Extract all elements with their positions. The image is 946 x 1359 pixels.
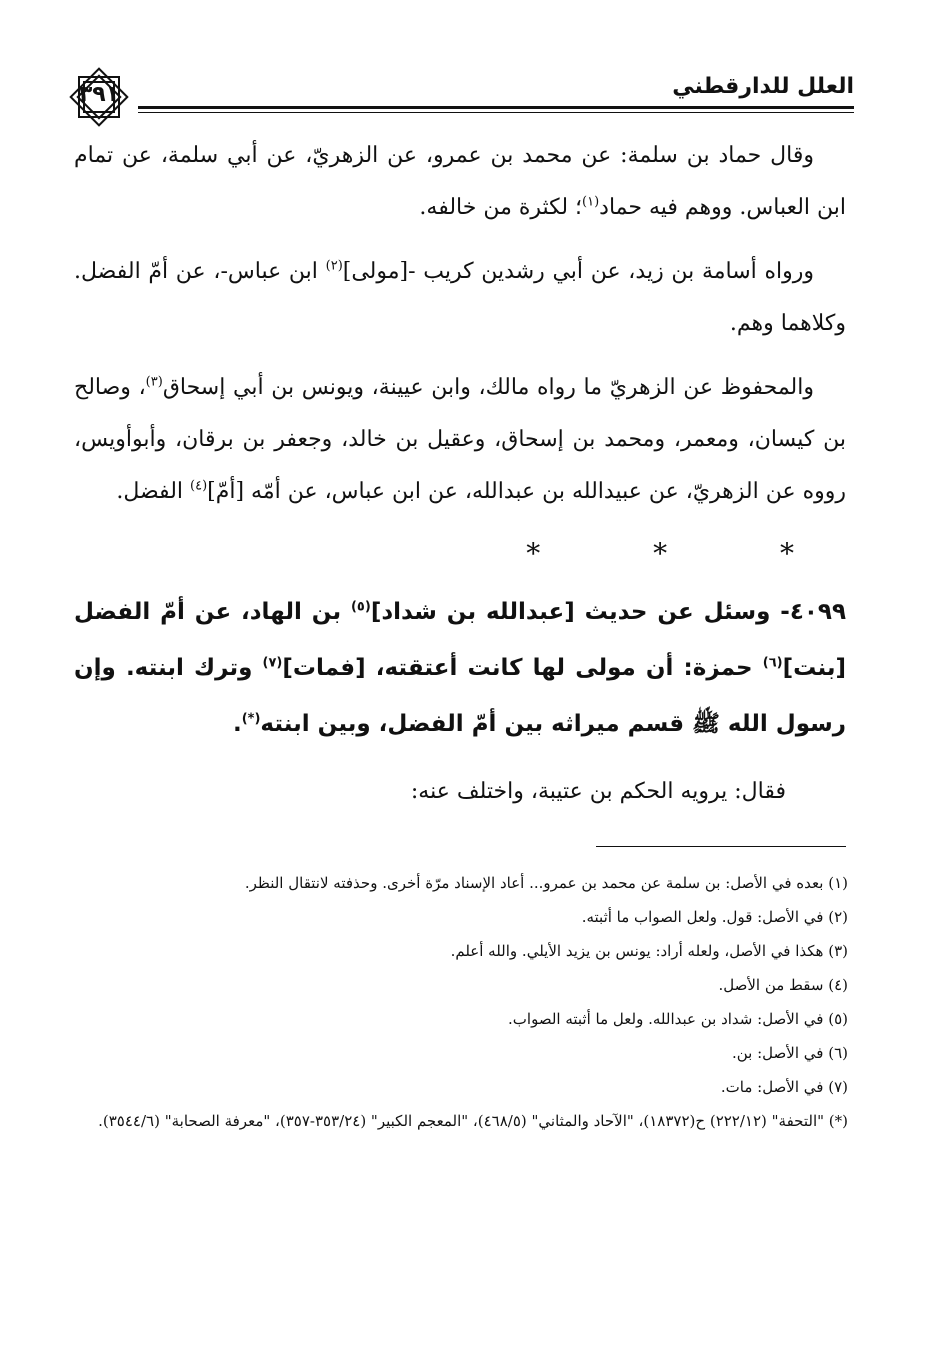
page-number-badge — [64, 62, 134, 132]
footnote-divider — [596, 846, 846, 847]
main-text — [74, 130, 846, 818]
footnote-ref: (*) — [241, 711, 261, 727]
text-run: وترك ابنته. وإن رسول الله ﷺ قسم ميراثه بين أمّ الفضل، وبين ابنته — [74, 655, 846, 737]
section-separator: * * * — [526, 537, 846, 570]
text-run: حمزة: أن مولى لها كانت أعتقته، [فمات] — [282, 655, 763, 681]
text-run: ؛ لكثرة من خالفه. — [419, 195, 583, 220]
page-number: ٣٩١ — [78, 82, 120, 107]
footnote-ref: (٥) — [350, 599, 371, 615]
footnote: (٦) في الأصل: بن. — [732, 1044, 848, 1062]
header-rule — [138, 106, 854, 109]
footnote: (٥) في الأصل: شداد بن عبدالله. ولعل ما أثبته الصواب. — [508, 1010, 848, 1028]
footnote: (٧) في الأصل: مات. — [720, 1078, 848, 1096]
text-run: ورواه أسامة بن زيد، عن أبي رشدين كريب -[مولى] — [342, 259, 814, 284]
text-run: وسئل عن حديث [عبدالله بن شداد] — [370, 599, 781, 625]
footnote: (٣) هكذا في الأصل، ولعله أراد: يونس بن يزيد الأيلي. والله أعلم. — [450, 942, 848, 960]
text-run: الفضل. — [116, 479, 190, 504]
text-run: ابن عباس-، عن أمّ الفضل. وكلاهما وهم. — [74, 259, 846, 336]
header-rule-thin — [138, 112, 854, 113]
footnote: (٢) في الأصل: قول. ولعل الصواب ما أثبته. — [581, 908, 848, 926]
text-run: وقال حماد بن سلمة: عن محمد بن عمرو، عن الزهريّ، عن أبي سلمة، عن تمام ابن العباس. ووهم فيه حماد — [74, 143, 846, 220]
footnotes — [74, 866, 848, 1138]
footnote-sources: (*) "التحفة" (٢٢٢/١٢) ح(١٨٣٧٢)، "الآحاد والمثاني" (٤٦٨/٥)، "المعجم الكبير" (٣٥٣/٢٤-٣٥٧)، "معرفة الصحابة" (٣٥٤٤/٦). — [98, 1112, 848, 1130]
text-run: بن الهاد، عن أمّ الفضل [بنت] — [74, 599, 846, 681]
page-header — [64, 62, 854, 132]
footnote-ref: (٧) — [262, 655, 283, 671]
footnote-ref: (٦) — [762, 655, 783, 671]
text-run: والمحفوظ عن الزهريّ ما رواه مالك، وابن عيينة، ويونس بن أبي إسحاق — [162, 375, 814, 400]
hadith-entry — [74, 584, 846, 752]
answer-paragraph: فقال: يرويه الحكم بن عتيبة، واختلف عنه: — [410, 779, 786, 804]
footnote-ref: (٣) — [145, 374, 163, 390]
paragraph — [74, 130, 846, 234]
book-title: العلل للدارقطني — [672, 74, 854, 99]
text-run: . — [232, 711, 242, 737]
footnote-ref: (٢) — [325, 258, 343, 274]
footnote-ref: (١) — [582, 194, 600, 210]
footnote: (١) بعده في الأصل: بن سلمة عن محمد بن عمرو... أعاد الإسناد مرّة أخرى. وحذفته لانتقال النظر. — [244, 874, 848, 892]
hadith-number: ٤٠٩٩- — [780, 599, 846, 625]
footnote: (٤) سقط من الأصل. — [718, 976, 848, 994]
footnote-ref: (٤) — [190, 478, 208, 494]
paragraph — [74, 246, 846, 350]
paragraph — [74, 362, 846, 518]
text-run: ، وصالح بن كيسان، ومعمر، ومحمد بن إسحاق، وعقيل بن خالد، وجعفر بن برقان، وأبوأويس، رووه عن الزهريّ، عن عبيدالله بن عبدالله، عن ابن عباس، عن أمّه [أمّ] — [74, 375, 846, 504]
